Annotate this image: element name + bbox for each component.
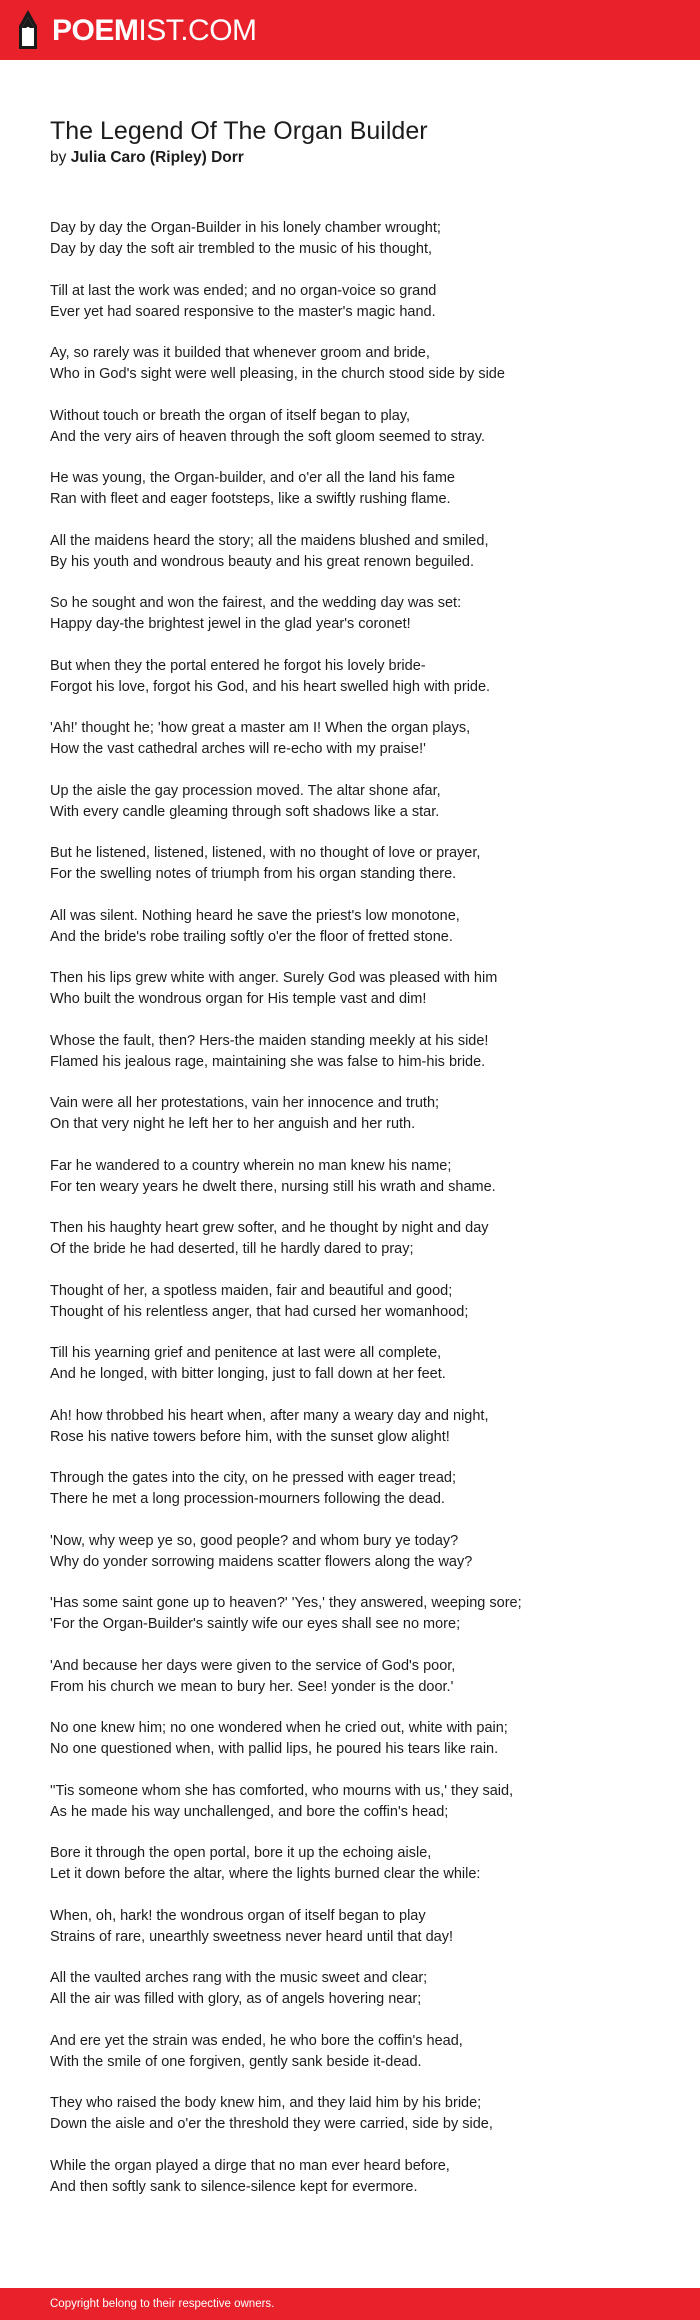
stanza xyxy=(50,1718,670,1781)
poem-line: Up the aisle the gay procession moved. The altar shone afar, xyxy=(50,782,441,799)
poem-line: Rose his native towers before him, with the sunset glow alight! xyxy=(50,1428,450,1445)
stanza xyxy=(50,406,670,469)
poem-line: So he sought and won the fairest, and the wedding day was set: xyxy=(50,595,462,611)
stanza xyxy=(50,843,670,906)
poem-line: Let it down before the altar, where the lights burned clear the while: xyxy=(50,1866,481,1882)
poem-line: By his youth and wondrous beauty and his great renown beguiled. xyxy=(50,553,475,570)
poem-line: Down the aisle and o'er the threshold they were carried, side by side, xyxy=(50,2116,493,2132)
poem-line: As he made his way unchallenged, and bore the coffin's head; xyxy=(50,1803,449,1820)
stanza xyxy=(50,218,670,281)
poem-line: Flamed his jealous rage, maintaining she was false to him-his bride. xyxy=(50,1053,486,1070)
poem-line: Till his yearning grief and penitence at last were all complete, xyxy=(50,1345,442,1361)
footer-bar xyxy=(0,2288,700,2320)
poem-line: With the smile of one forgiven, gently sank beside it-dead. xyxy=(50,2053,422,2070)
poem-line: Of the bride he had deserted, till he hardly dared to pray; xyxy=(50,1241,414,1257)
stanza xyxy=(50,781,670,844)
poem-line: Thought of her, a spotless maiden, fair and beautiful and good; xyxy=(50,1282,453,1299)
stanza xyxy=(50,1343,670,1406)
poem-line: When, oh, hark! the wondrous organ of itself began to play xyxy=(50,1907,426,1924)
poem-line: Then his haughty heart grew softer, and he thought by night and day xyxy=(50,1220,489,1236)
poem-line: Then his lips grew white with anger. Surely God was pleased with him xyxy=(50,970,498,986)
stanza xyxy=(50,1406,670,1469)
poem-line: All the air was filled with glory, as of angels hovering near; xyxy=(50,1991,422,2007)
stanza xyxy=(50,2093,670,2156)
logo-wordmark xyxy=(52,16,257,46)
poem-line: From his church we mean to bury her. See! yonder is the door.' xyxy=(50,1678,454,1695)
poem-line: Day by day the soft air trembled to the music of his thought, xyxy=(50,241,433,257)
poem-line: Far he wandered to a country wherein no man knew his name; xyxy=(50,1157,452,1174)
poem-line: But he listened, listened, listened, with no thought of love or prayer, xyxy=(50,845,481,861)
logo-text-light: IST.COM xyxy=(138,14,257,47)
poem-line: Ran with fleet and eager footsteps, like a swiftly rushing flame. xyxy=(50,491,451,507)
poem-line: Forgot his love, forgot his God, and his heart swelled high with pride. xyxy=(50,678,491,695)
logo-text-bold: POEM xyxy=(52,14,139,47)
stanza xyxy=(50,1656,670,1719)
poem-line: No one questioned when, with pallid lips, he poured his tears like rain. xyxy=(50,1741,499,1757)
stanza xyxy=(50,1468,670,1531)
poem-line: And the bride's robe trailing softly o'er the floor of fretted stone. xyxy=(50,928,453,945)
author-byline xyxy=(50,148,244,168)
copyright-text: Copyright belong to their respective owners. xyxy=(50,2298,275,2310)
stanza xyxy=(50,1218,670,1281)
poem-line: On that very night he left her to her anguish and her ruth. xyxy=(50,1116,416,1132)
stanza xyxy=(50,1093,670,1156)
poem-line: Vain were all her protestations, vain her innocence and truth; xyxy=(50,1095,440,1111)
poem-line: Ay, so rarely was it builded that whenever groom and bride, xyxy=(50,345,430,361)
by-label: by xyxy=(50,149,67,166)
poem-line: Till at last the work was ended; and no organ-voice so grand xyxy=(50,282,437,299)
poem-line: Who built the wondrous organ for His temple vast and dim! xyxy=(50,991,427,1007)
poem-line: For the swelling notes of triumph from his organ standing there. xyxy=(50,866,457,882)
stanza xyxy=(50,1843,670,1906)
poem-line: 'Now, why weep ye so, good people? and whom bury ye today? xyxy=(50,1532,459,1549)
poem-line: And ere yet the strain was ended, he who bore the coffin's head, xyxy=(50,2032,463,2049)
stanza xyxy=(50,1156,670,1219)
poem-line: And then softly sank to silence-silence kept for evermore. xyxy=(50,2178,418,2195)
stanza xyxy=(50,343,670,406)
poem-line: All was silent. Nothing heard he save the priest's low monotone, xyxy=(50,907,460,924)
poem-line: There he met a long procession-mourners following the dead. xyxy=(50,1491,445,1507)
stanza xyxy=(50,1531,670,1594)
stanza xyxy=(50,718,670,781)
stanza xyxy=(50,593,670,656)
poem-line: All the vaulted arches rang with the music sweet and clear; xyxy=(50,1970,428,1986)
poem-line: ''Tis someone whom she has comforted, who mourns with us,' they said, xyxy=(50,1782,514,1799)
poem-line: They who raised the body knew him, and they laid him by his bride; xyxy=(50,2095,482,2111)
poem-line: And he longed, with bitter longing, just to fall down at her feet. xyxy=(50,1366,446,1382)
poem-line: And the very airs of heaven through the soft gloom seemed to stray. xyxy=(50,428,485,445)
poem-line: Without touch or breath the organ of itself began to play, xyxy=(50,407,411,424)
stanza xyxy=(50,1031,670,1094)
author-name: Julia Caro (Ripley) Dorr xyxy=(70,149,244,166)
poem-line: Day by day the Organ-Builder in his lonely chamber wrought; xyxy=(50,220,441,236)
poem-body xyxy=(50,218,670,2218)
stanza xyxy=(50,656,670,719)
poem-line: Happy day-the brightest jewel in the glad year's coronet! xyxy=(50,616,411,632)
poem-line: All the maidens heard the story; all the maidens blushed and smiled, xyxy=(50,532,489,549)
stanza xyxy=(50,1281,670,1344)
stanza xyxy=(50,281,670,344)
poem-line: Why do yonder sorrowing maidens scatter flowers along the way? xyxy=(50,1553,473,1570)
poem-line: 'And because her days were given to the service of God's poor, xyxy=(50,1657,456,1674)
stanza xyxy=(50,531,670,594)
poem-line: Bore it through the open portal, bore it up the echoing aisle, xyxy=(50,1845,432,1861)
poem-title: The Legend Of The Organ Builder xyxy=(50,117,428,145)
poem-line: No one knew him; no one wondered when he cried out, white with pain; xyxy=(50,1720,508,1736)
stanza xyxy=(50,2156,670,2219)
stanza xyxy=(50,1593,670,1656)
stanza xyxy=(50,1781,670,1844)
poem-line: Through the gates into the city, on he pressed with eager tread; xyxy=(50,1470,456,1486)
stanza xyxy=(50,968,670,1031)
stanza xyxy=(50,1968,670,2031)
poem-line: Whose the fault, then? Hers-the maiden standing meekly at his side! xyxy=(50,1032,489,1049)
poem-line: Thought of his relentless anger, that had cursed her womanhood; xyxy=(50,1303,469,1320)
poem-line: He was young, the Organ-builder, and o'er all the land his fame xyxy=(50,470,455,486)
stanza xyxy=(50,906,670,969)
stanza xyxy=(50,2031,670,2094)
poem-line: Strains of rare, unearthly sweetness never heard until that day! xyxy=(50,1928,453,1945)
poem-line: With every candle gleaming through soft shadows like a star. xyxy=(50,803,440,820)
pen-nib-icon xyxy=(16,10,40,52)
poem-line: Who in God's sight were well pleasing, in the church stood side by side xyxy=(50,366,505,382)
poem-line: Ah! how throbbed his heart when, after many a weary day and night, xyxy=(50,1407,489,1424)
poem-line: For ten weary years he dwelt there, nursing still his wrath and shame. xyxy=(50,1178,496,1195)
poem-line: While the organ played a dirge that no man ever heard before, xyxy=(50,2157,450,2174)
stanza xyxy=(50,468,670,531)
poem-line: 'Ah!' thought he; 'how great a master am I! When the organ plays, xyxy=(50,720,471,736)
stanza xyxy=(50,1906,670,1969)
poem-line: 'For the Organ-Builder's saintly wife our eyes shall see no more; xyxy=(50,1616,461,1632)
top-header-bar xyxy=(0,0,700,60)
poem-line: How the vast cathedral arches will re-echo with my praise!' xyxy=(50,741,426,757)
poem-line: Ever yet had soared responsive to the master's magic hand. xyxy=(50,303,436,320)
poem-line: But when they the portal entered he forgot his lovely bride- xyxy=(50,657,426,674)
poem-line: 'Has some saint gone up to heaven?' 'Yes,' they answered, weeping sore; xyxy=(50,1595,522,1611)
site-logo[interactable] xyxy=(16,9,257,53)
